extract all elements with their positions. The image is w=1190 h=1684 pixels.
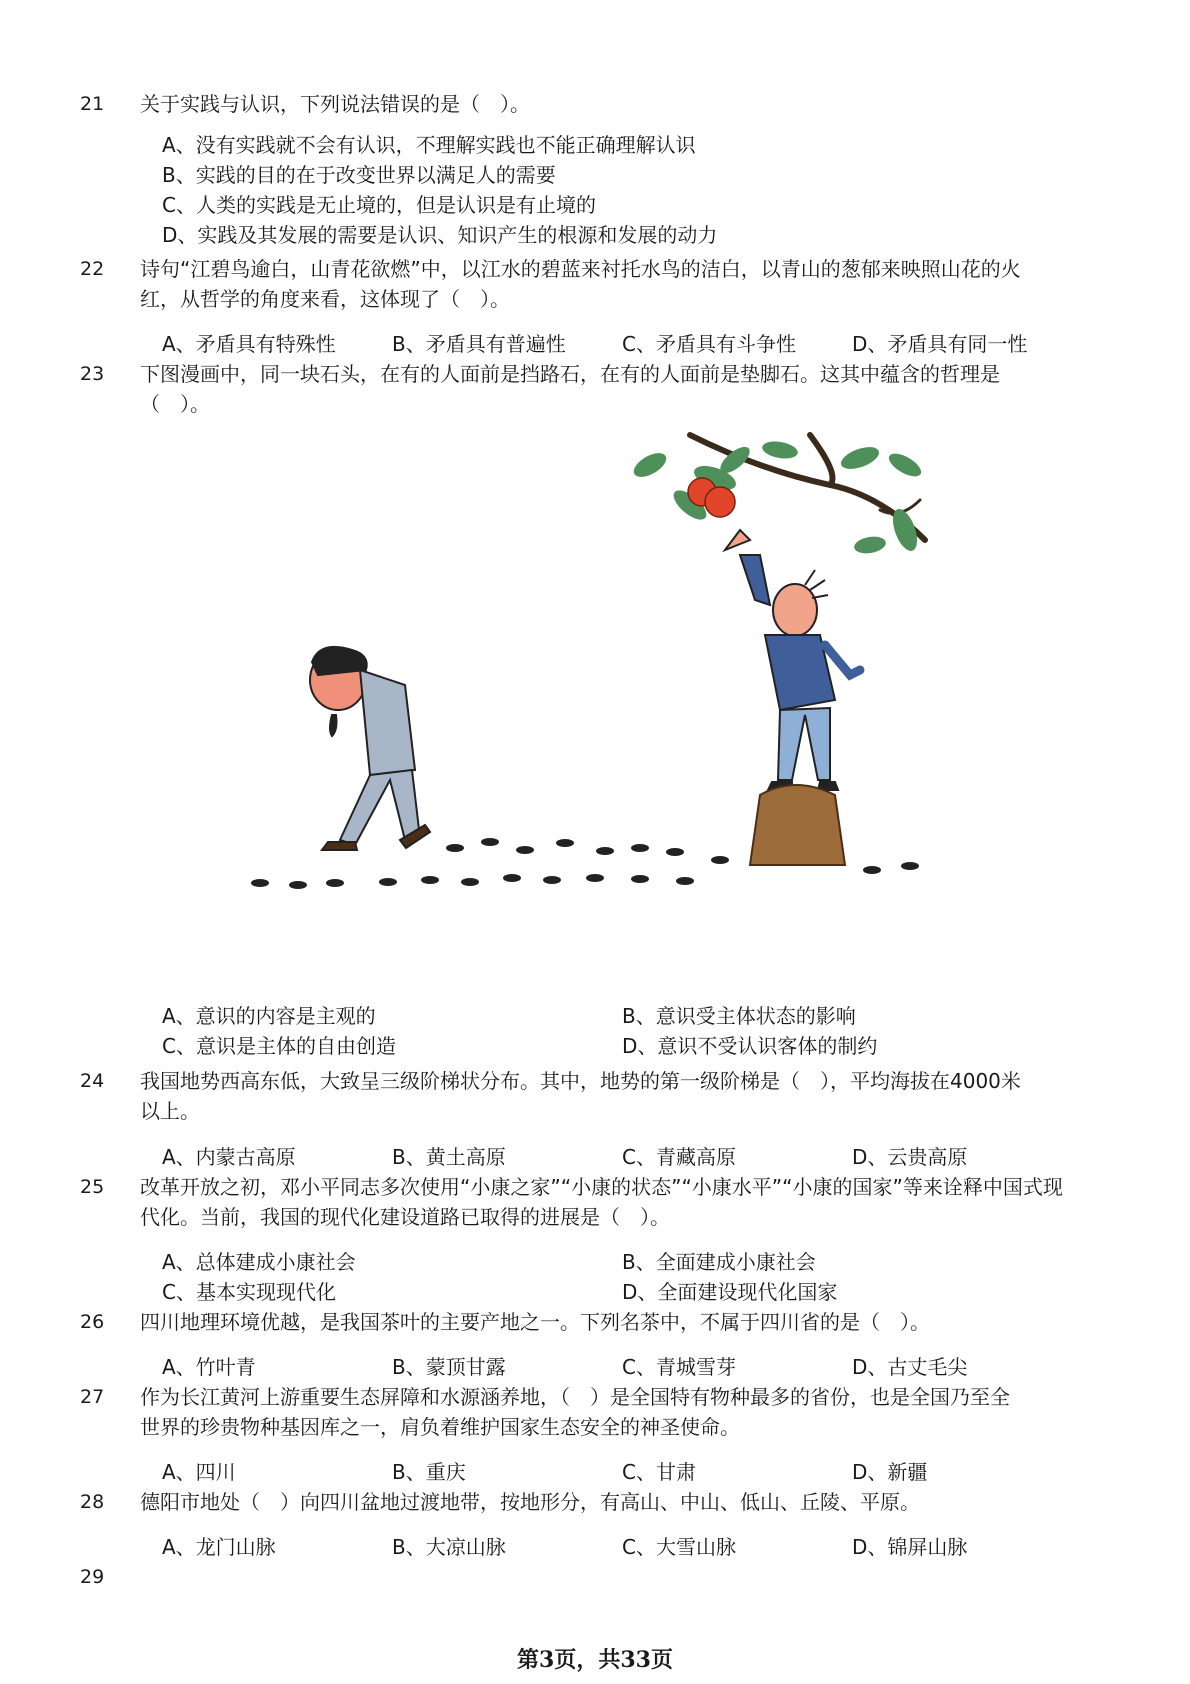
option-c: C、基本实现现代化 bbox=[162, 1280, 336, 1304]
question-28 bbox=[80, 1487, 1090, 1517]
question-stem bbox=[140, 1382, 1090, 1442]
question-number: 27 bbox=[80, 1386, 105, 1408]
question-number: 24 bbox=[80, 1070, 105, 1092]
question-24 bbox=[80, 1066, 1090, 1126]
stem-line: （ ）。 bbox=[140, 392, 210, 416]
option-a: A、内蒙古高原 bbox=[162, 1145, 296, 1169]
question-stem bbox=[140, 359, 1090, 419]
stem-line: 诗句“江碧鸟逾白，山青花欲燃”中，以江水的碧蓝来衬托水鸟的洁白，以青山的葱郁来映照山花的火 bbox=[140, 257, 1021, 281]
question-stem: 关于实践与认识，下列说法错误的是（ ）。 bbox=[140, 92, 530, 116]
stem-line: 作为长江黄河上游重要生态屏障和水源涵养地，（ ）是全国特有物种最多的省份，也是全国乃至全 bbox=[140, 1385, 1010, 1409]
option-d: D、矛盾具有同一性 bbox=[852, 332, 1028, 356]
option-d: D、云贵高原 bbox=[852, 1145, 968, 1169]
question-23 bbox=[80, 359, 1090, 419]
option-d: D、意识不受认识客体的制约 bbox=[622, 1034, 878, 1058]
option-a: A、矛盾具有特殊性 bbox=[162, 332, 336, 356]
options-23 bbox=[162, 1001, 1082, 1061]
stem-line: 以上。 bbox=[140, 1099, 200, 1123]
options-21 bbox=[162, 130, 1082, 250]
stepping-stone-illustration bbox=[750, 785, 845, 865]
question-stem bbox=[140, 1172, 1090, 1232]
question-number: 29 bbox=[80, 1566, 105, 1588]
option-b: B、实践的目的在于改变世界以满足人的需要 bbox=[162, 163, 556, 187]
question-number: 21 bbox=[80, 93, 105, 115]
option-a: A、没有实践就不会有认识，不理解实践也不能正确理解认识 bbox=[162, 133, 696, 157]
options-26 bbox=[162, 1352, 1082, 1382]
option-c: C、大雪山脉 bbox=[622, 1535, 736, 1559]
happy-man-illustration bbox=[725, 530, 860, 790]
option-d: D、古丈毛尖 bbox=[852, 1355, 968, 1379]
stem-line: 代化。当前，我国的现代化建设道路已取得的进展是（ ）。 bbox=[140, 1205, 670, 1229]
leaves-illustration bbox=[630, 439, 925, 556]
option-d: D、全面建设现代化国家 bbox=[622, 1280, 838, 1304]
question-stem bbox=[140, 254, 1090, 314]
stem-line: 改革开放之初，邓小平同志多次使用“小康之家”“小康的状态”“小康水平”“小康的国家”等来诠释中国式现 bbox=[140, 1175, 1063, 1199]
question-stem: 德阳市地处（ ）向四川盆地过渡地带，按地形分，有高山、中山、低山、丘陵、平原。 bbox=[140, 1490, 920, 1514]
option-b: B、意识受主体状态的影响 bbox=[622, 1004, 856, 1028]
option-b: B、重庆 bbox=[392, 1460, 466, 1484]
option-b: B、蒙顶甘露 bbox=[392, 1355, 506, 1379]
option-c: C、矛盾具有斗争性 bbox=[622, 332, 796, 356]
option-a: A、意识的内容是主观的 bbox=[162, 1004, 376, 1028]
sad-man-illustration bbox=[310, 647, 430, 850]
stem-line: 我国地势西高东低，大致呈三级阶梯状分布。其中，地势的第一级阶梯是（ ），平均海拔在4000米 bbox=[140, 1069, 1021, 1093]
question-number: 23 bbox=[80, 363, 105, 385]
option-b: B、矛盾具有普遍性 bbox=[392, 332, 566, 356]
question-number: 28 bbox=[80, 1491, 105, 1513]
question-27 bbox=[80, 1382, 1090, 1442]
question-stem bbox=[140, 1066, 1090, 1126]
stem-line: 红，从哲学的角度来看，这体现了（ ）。 bbox=[140, 287, 510, 311]
options-27 bbox=[162, 1457, 1082, 1487]
question-22 bbox=[80, 254, 1090, 314]
question-number: 22 bbox=[80, 258, 105, 280]
page-footer: 第3页，共33页 bbox=[517, 1647, 673, 1673]
option-b: B、大凉山脉 bbox=[392, 1535, 506, 1559]
options-28 bbox=[162, 1532, 1082, 1562]
option-a: A、总体建成小康社会 bbox=[162, 1250, 356, 1274]
question-stem: 四川地理环境优越，是我国茶叶的主要产地之一。下列名茶中，不属于四川省的是（ ）。 bbox=[140, 1310, 930, 1334]
question-26 bbox=[80, 1307, 1090, 1337]
options-22 bbox=[162, 329, 1082, 359]
option-c: C、意识是主体的自由创造 bbox=[162, 1034, 396, 1058]
options-25 bbox=[162, 1247, 1082, 1307]
option-a: A、竹叶青 bbox=[162, 1355, 256, 1379]
option-d: D、新疆 bbox=[852, 1460, 928, 1484]
option-b: B、全面建成小康社会 bbox=[622, 1250, 816, 1274]
cartoon-image bbox=[220, 430, 930, 940]
question-number: 26 bbox=[80, 1311, 105, 1333]
option-c: C、甘肃 bbox=[622, 1460, 696, 1484]
options-24 bbox=[162, 1142, 1082, 1172]
option-c: C、青藏高原 bbox=[622, 1145, 736, 1169]
option-b: B、黄土高原 bbox=[392, 1145, 506, 1169]
stem-line: 下图漫画中，同一块石头，在有的人面前是挡路石，在有的人面前是垫脚石。这其中蕴含的哲理是 bbox=[140, 362, 1000, 386]
question-21 bbox=[80, 89, 1090, 119]
option-d: D、锦屏山脉 bbox=[852, 1535, 968, 1559]
option-c: C、青城雪芽 bbox=[622, 1355, 736, 1379]
option-a: A、四川 bbox=[162, 1460, 236, 1484]
option-a: A、龙门山脉 bbox=[162, 1535, 276, 1559]
question-25 bbox=[80, 1172, 1090, 1232]
stem-line: 世界的珍贵物种基因库之一，肩负着维护国家生态安全的神圣使命。 bbox=[140, 1415, 740, 1439]
option-c: C、人类的实践是无止境的，但是认识是有止境的 bbox=[162, 193, 596, 217]
question-number: 25 bbox=[80, 1176, 105, 1198]
option-d: D、实践及其发展的需要是认识、知识产生的根源和发展的动力 bbox=[162, 223, 718, 247]
